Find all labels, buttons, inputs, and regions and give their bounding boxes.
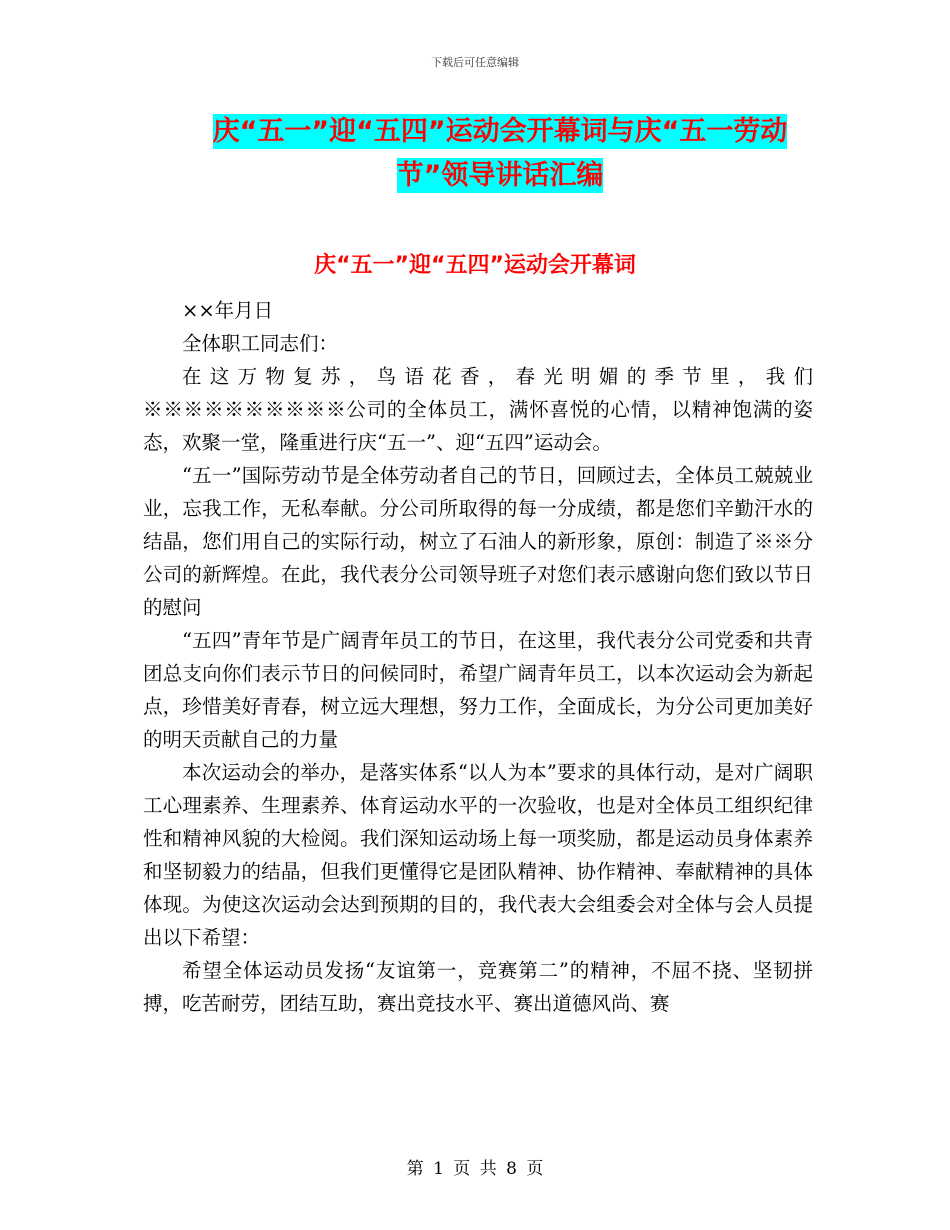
- header-note: 下载后可任意编辑: [431, 56, 519, 69]
- document-title: [190, 110, 810, 198]
- paragraph-hope: 希望全体运动员发扬“友谊第一，竞赛第二”的精神，不屈不挠、坚韧拼搏，吃苦耐劳，团结互助，赛出竞技水平、赛出道德风尚、赛: [143, 959, 813, 1015]
- page-footer: 第 1 页 共 8 页: [406, 1159, 544, 1179]
- document-title-line-1: 庆“五一”迎“五四”运动会开幕词与庆“五一劳动: [212, 116, 788, 147]
- salutation: 全体职工同志们：: [182, 332, 339, 355]
- document-body: [143, 294, 813, 1020]
- paragraph-may-day: “五一”国际劳动节是全体劳动者自己的节日，回顾过去，全体员工兢兢业业，忘我工作，无私奉献。分公司所取得的每一分成绩，都是您们辛勤汗水的结晶，您们用自己的实际行动，树立了石油人的新形象，原创：制造了※※分公司的新辉煌。在此，我代表分公司领导班子对您们表示感谢向您们致以节日的慰问: [143, 464, 813, 619]
- section-title: 庆“五一”迎“五四”运动会开幕词: [314, 253, 636, 278]
- paragraph-youth-day: “五四”青年节是广阔青年员工的节日，在这里，我代表分公司党委和共青团总支向你们表示节日的问候同时，希望广阔青年员工，以本次运动会为新起点，珍惜美好青春，树立远大理想，努力工作，全面成长，为分公司更加美好的明天贡献自己的力量: [143, 629, 813, 751]
- paragraph-opening: 在这万物复苏，鸟语花香，春光明媚的季节里，我们※※※※※※※※※※公司的全体员工，满怀喜悦的心情，以精神饱满的姿态，欢聚一堂，隆重进行庆“五一”、迎“五四”运动会。: [143, 365, 813, 454]
- document-title-line-2: 节”领导讲话汇编: [396, 160, 604, 191]
- date-line: ××年月日: [182, 299, 274, 322]
- paragraph-purpose: 本次运动会的举办，是落实体系“以人为本”要求的具体行动，是对广阔职工心理素养、生理素养、体育运动水平的一次验收，也是对全体员工组织纪律性和精神风貌的大检阅。我们深知运动场上每一项奖励，都是运动员身体素养和坚韧毅力的结晶，但我们更懂得它是团队精神、协作精神、奉献精神的具体体现。为使这次运动会达到预期的目的，我代表大会组委会对全体与会人员提出以下希望：: [143, 761, 813, 949]
